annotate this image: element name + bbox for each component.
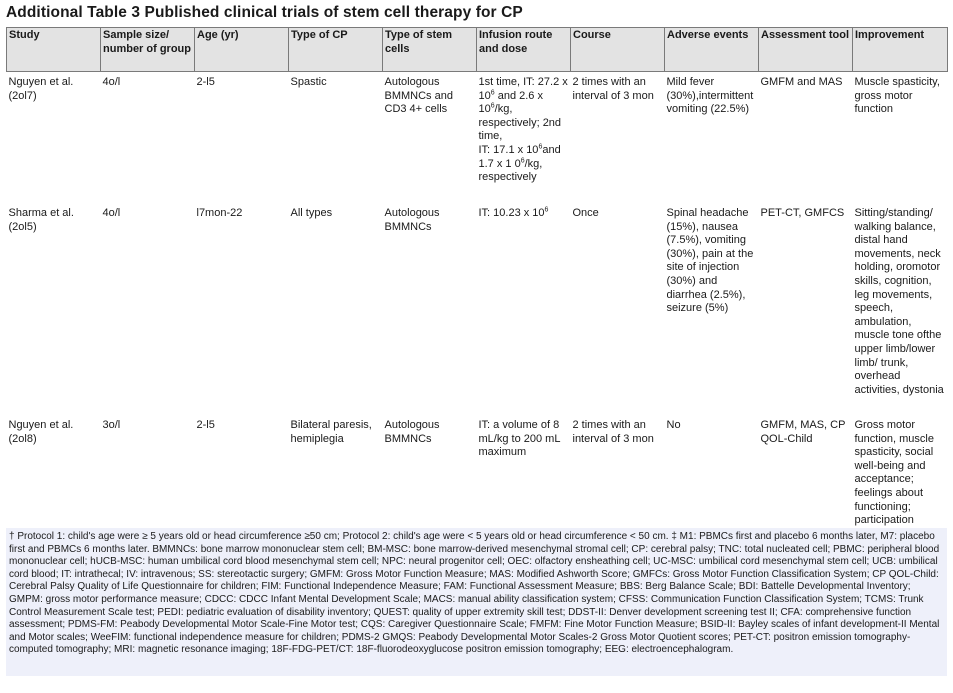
cell-assessment: GMFM, MAS, CP QOL-Child: [760, 419, 846, 445]
cell-adverse: Spinal headache (15%), nausea (7.5%), vomiting (30%), pain at the site of injection (30%) and diarrhea (2.5%), seizure (5%): [666, 207, 754, 315]
col-header-sample-size: Sample size/ number of group: [101, 28, 195, 72]
col-header-adverse-events: Adverse events: [665, 28, 759, 72]
cell-improvement: Muscle spasticity, gross motor function: [854, 76, 940, 116]
cell-age: l7mon-22: [196, 207, 243, 219]
cell-study: Sharma et al. (2ol5): [8, 207, 74, 233]
table-title: Additional Table 3 Published clinical trials of stem cell therapy for CP: [6, 4, 523, 21]
clinical-trials-table: [6, 27, 948, 528]
cell-improvement: Sitting/standing/ walking balance, distal hand movements, neck holding, oromotor skills, cognition, leg movements, speech, ambulation, muscle tone ofthe upper limb/lower limb/ trunk, overhead activities, dystonia: [854, 207, 944, 396]
col-header-improvement: Improvement: [853, 28, 948, 72]
cell-stem-cells: Autologous BMMNCs: [384, 419, 440, 445]
col-header-assessment-tool: Assessment tool: [759, 28, 853, 72]
header-row: [7, 28, 948, 72]
col-header-stem-cells: Type of stem cells: [383, 28, 477, 72]
col-header-infusion: Infusion route and dose: [477, 28, 571, 72]
cell-study: Nguyen et al. (2ol8): [8, 419, 74, 445]
cell-stem-cells: Autologous BMMNCs: [384, 207, 440, 233]
cell-course: 2 times with an interval of 3 mon: [572, 419, 654, 445]
cell-assessment: PET-CT, GMFCS: [760, 207, 845, 219]
table-row: [7, 415, 948, 528]
cell-assessment: GMFM and MAS: [760, 76, 843, 88]
cell-study: Nguyen et al. (2ol7): [8, 76, 74, 102]
cell-adverse: No: [666, 419, 681, 431]
cell-age: 2-l5: [196, 419, 215, 431]
cell-adverse: Mild fever (30%),intermittent vomiting (22.5%): [666, 76, 754, 116]
cell-sample: 3o/l: [102, 419, 121, 431]
cell-type-cp: All types: [290, 207, 333, 219]
col-header-study: Study: [7, 28, 101, 72]
footnote: † Protocol 1: child's age were ≥ 5 years old or head circumference ≥50 cm; Protocol 2: child's age were < 5 years old or head circumference < 50 cm. ‡ M1: PBMCs first and placebo 6 months later, M7: placebo first and PBMCs 6 months later. BMMNCs: bone marrow mononuclear stem cell; BM-MSC: bone marrow-derived mesenchymal stromal cell; CP: cerebral palsy; TNC: total nucleated cell; PBMC: peripheral blood mononuclear cell; hUCB-MSC: human umbilical cord blood mesenchymal stem cell; NPC: neural progenitor cell; OEC: olfactory ensheathing cell; UC-MSC: umbilical cord mesenchymal stem cell; UCB: umbilical cord blood; IT: intrathecal; IV: intravenous; SS: stereotactic surgery; GMFM: Gross Motor Function Measure; MAS: Modified Ashworth Score; GMFCs: Gross Motor Function Classification System; CP QOL-Child: Cerebral Palsy Quality of Life Questionnaire for children; FIM: Functional Independence Measure; FAM: Functional Assessment Measure; BBS: Berg Balance Scale; BDI: Battelle Developmental Inventory; GMPM: gross motor performance measure; CDCC: CDCC Infant Mental Development Scale; MACS: manual ability classification system; CFSS: Communication Function Classification System; TCMS: Trunk Control Measurement Scale test; PEDI: pediatric evaluation of disability inventory; QUEST: quality of upper extremity skill test; DDST-II: Denver development screening test II; CFA: comprehensive function assessment; PDMS-FM: Peabody Developmental Motor Scale-Fine Motor test; CQS: Caregiver Questionnaire Scale; FMFM: Fine Motor Function Measure; BSID-II: Bayley scales of infant development-II Mental and Motor scales; WeeFIM: functional independence measure for children; PDMS-2 GMQS: Peabody Developmental Motor Scales-2 Gross Motor Quotient scores; PET-CT: positron emission tomography-computed tomography; MRI: magnetic resonance imaging; 18F-FDG-PET/CT: 18F-fluorodeoxyglucose positron emission tomography; EEG: electroencephalogram.: [6, 528, 947, 676]
table-row: [7, 72, 948, 204]
cell-infusion: 1st time, IT: 27.2 x $10^6$ and 2.6 x $10^6/kg$, respectively; 2nd time, IT: 17.1 x $10^6and$ 1.7 x 1 $0^6/kg$, respectively: [478, 76, 568, 184]
cell-course: Once: [572, 207, 599, 219]
col-header-age: Age (yr): [195, 28, 289, 72]
cell-age: 2-l5: [196, 76, 215, 88]
cell-type-cp: Spastic: [290, 76, 327, 88]
table-row: [7, 203, 948, 415]
cell-sample: 4o/l: [102, 76, 121, 88]
cell-infusion: IT: 10.23 x $10^6$: [478, 206, 549, 219]
cell-infusion: IT: a volume of 8 mL/kg to 200 mL maximum: [478, 419, 561, 459]
col-header-course: Course: [571, 28, 665, 72]
cell-type-cp: Bilateral paresis, hemiplegia: [290, 419, 372, 445]
cell-stem-cells: Autologous BMMNCs and CD3 4+ cells: [384, 76, 453, 116]
cell-course: 2 times with an interval of 3 mon: [572, 76, 654, 102]
cell-sample: 4o/l: [102, 207, 121, 219]
cell-improvement: Gross motor function, muscle spasticity, social well-being and acceptance; feelings about functioning; participation: [854, 419, 934, 527]
col-header-type-of-cp: Type of CP: [289, 28, 383, 72]
